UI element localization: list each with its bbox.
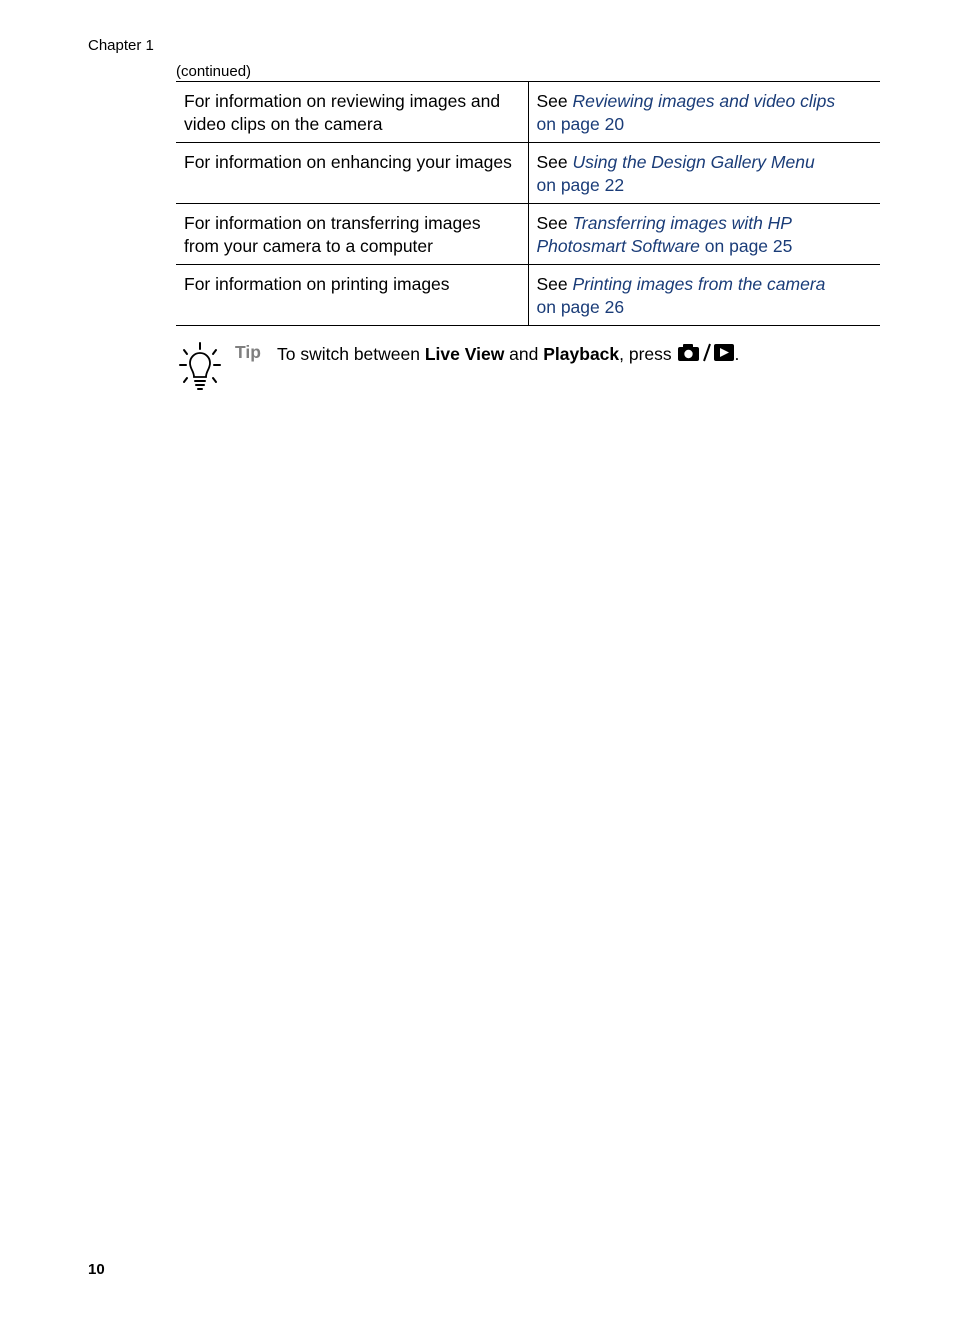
live-view-term: Live View	[424, 344, 505, 364]
page-ref-link[interactable]: on page 22	[536, 175, 625, 195]
tip-box	[176, 338, 880, 394]
playback-term: Playback	[543, 344, 620, 364]
see-text: See	[536, 274, 573, 294]
playback-icon	[714, 344, 734, 361]
row-reference	[528, 82, 880, 143]
page-ref-link[interactable]: on page 25	[704, 236, 793, 256]
tip-text: To switch between Live View and Playback, press .	[277, 344, 740, 364]
tip-label: Tip	[235, 342, 261, 362]
see-text: See	[536, 213, 573, 233]
table-row	[176, 143, 880, 204]
transferring-images-link[interactable]: Transferring images with HP Photosmart Software	[536, 213, 792, 256]
row-reference	[528, 204, 880, 265]
lightbulb-icon	[178, 341, 222, 391]
see-text: See	[536, 152, 573, 172]
info-table	[176, 81, 880, 326]
page-ref-link[interactable]: on page 20	[536, 114, 625, 134]
table-row	[176, 82, 880, 143]
printing-images-link[interactable]: Printing images from the camera	[572, 274, 826, 294]
page-number: 10	[88, 1261, 105, 1278]
see-text: See	[536, 91, 573, 111]
row-description: For information on reviewing images and video clips on the camera	[176, 82, 528, 143]
reviewing-images-link[interactable]: Reviewing images and video clips	[572, 91, 836, 111]
table-row	[176, 204, 880, 265]
slash-separator	[704, 344, 710, 361]
design-gallery-link[interactable]: Using the Design Gallery Menu	[572, 152, 815, 172]
row-reference	[528, 143, 880, 204]
row-description: For information on printing images	[176, 265, 528, 326]
chapter-header: Chapter 1	[88, 37, 154, 54]
row-reference	[528, 265, 880, 326]
table-row	[176, 265, 880, 326]
row-description: For information on transferring images from your camera to a computer	[176, 204, 528, 265]
row-description: For information on enhancing your images	[176, 143, 528, 204]
camera-icon	[678, 344, 699, 361]
table-continued-label: (continued)	[176, 63, 252, 80]
page-ref-link[interactable]: on page 26	[536, 297, 625, 317]
